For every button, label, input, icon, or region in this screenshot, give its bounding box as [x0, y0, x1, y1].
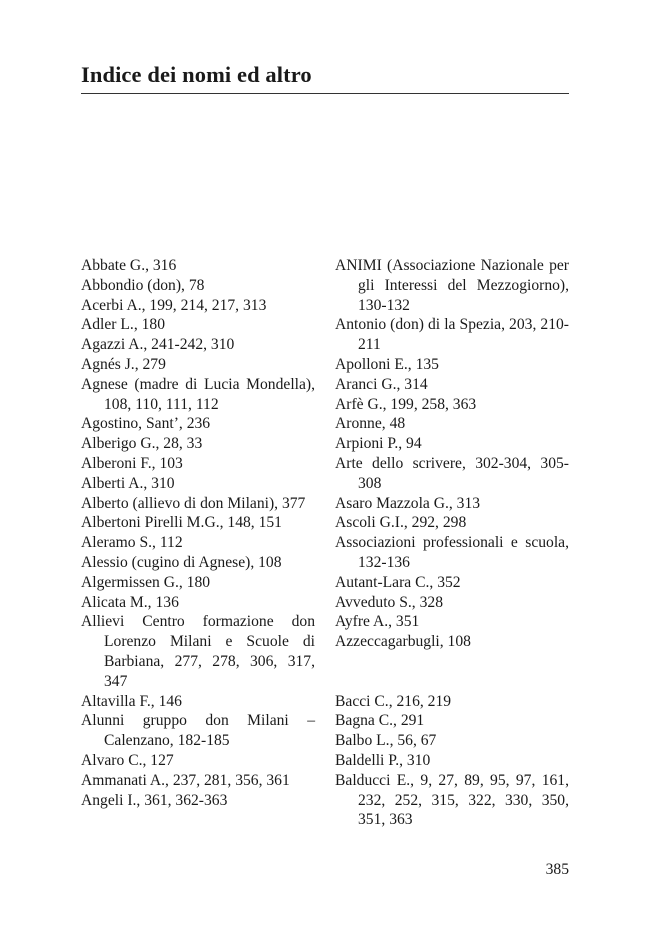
index-entry: Ascoli G.I., 292, 298	[335, 514, 467, 532]
index-entry: Baldelli P., 310	[335, 751, 431, 769]
index-entry: Alberti A., 310	[81, 474, 175, 492]
index-entry: Alessio (cugino di Agnese), 108	[81, 553, 282, 571]
index-entry: Alberigo G., 28, 33	[81, 435, 203, 453]
index-entry: Arfè G., 199, 258, 363	[335, 395, 477, 413]
index-entry: Balbo L., 56, 67	[335, 732, 437, 750]
index-entry: Associazioni professionali e scuola, 132-136	[335, 534, 569, 571]
index-column-left	[81, 256, 315, 810]
index-entry: Alberoni F., 103	[81, 454, 183, 472]
index-entry: Abbondio (don), 78	[81, 276, 205, 294]
index-entry: Bagna C., 291	[335, 712, 425, 730]
index-entry: Balducci E., 9, 27, 89, 95, 97, 161, 232, 252, 315, 322, 330, 350, 351, 363	[335, 771, 569, 829]
index-entry: Agnese (madre di Lucia Mondella), 108, 110, 111, 112	[81, 375, 315, 413]
index-entry: Agnés J., 279	[81, 355, 166, 373]
index-entry: Agostino, Sant’, 236	[81, 415, 211, 433]
index-entry: Asaro Mazzola G., 313	[335, 494, 481, 512]
index-entry: Autant-Lara C., 352	[335, 573, 461, 591]
index-entry: Alunni gruppo don Milani – Calenzano, 182-185	[81, 712, 315, 750]
index-entry: Arpioni P., 94	[335, 435, 422, 453]
index-entry: Adler L., 180	[81, 316, 166, 334]
index-entry: Allievi Centro formazione don Lorenzo Milani e Scuole di Barbiana, 277, 278, 306, 317, 347	[81, 613, 315, 690]
index-entry: Avveduto S., 328	[335, 593, 443, 611]
index-entry: Alicata M., 136	[81, 593, 179, 611]
index-entry: Altavilla F., 146	[81, 692, 182, 710]
index-entry: Angeli I., 361, 362-363	[81, 791, 228, 809]
index-entry: Azzeccagarbugli, 108	[335, 633, 471, 651]
index-entry: Alvaro C., 127	[81, 751, 174, 769]
page-number: 385	[545, 861, 569, 878]
index-entry: Apolloni E., 135	[335, 355, 439, 373]
index-entry: Ayfre A., 351	[335, 613, 420, 631]
index-entry: Antonio (don) di la Spezia, 203, 210-211	[335, 316, 569, 354]
index-entry: ANIMI (Associazione Nazionale per gli Interessi del Mezzogiorno), 130-132	[335, 257, 569, 314]
index-entry: Aranci G., 314	[335, 375, 428, 393]
index-entry: Acerbi A., 199, 214, 217, 313	[81, 296, 267, 314]
index-entry: Alberto (allievo di don Milani), 377	[81, 494, 306, 512]
index-entry: Albertoni Pirelli M.G., 148, 151	[81, 514, 282, 532]
index-column-right	[335, 256, 569, 830]
index-entry: Ammanati A., 237, 281, 356, 361	[81, 771, 290, 789]
index-entry: Abbate G., 316	[81, 257, 177, 274]
index-entry: Algermissen G., 180	[81, 573, 211, 591]
letter-section-gap	[335, 652, 569, 692]
index-entry: Bacci C., 216, 219	[335, 692, 452, 710]
title-rule	[81, 93, 569, 94]
index-entry: Aleramo S., 112	[81, 534, 183, 552]
index-entry: Agazzi A., 241-242, 310	[81, 336, 235, 354]
index-entry: Aronne, 48	[335, 415, 406, 433]
index-entry: Arte dello scrivere, 302-304, 305-308	[335, 454, 569, 492]
page-title: Indice dei nomi ed altro	[81, 62, 312, 87]
